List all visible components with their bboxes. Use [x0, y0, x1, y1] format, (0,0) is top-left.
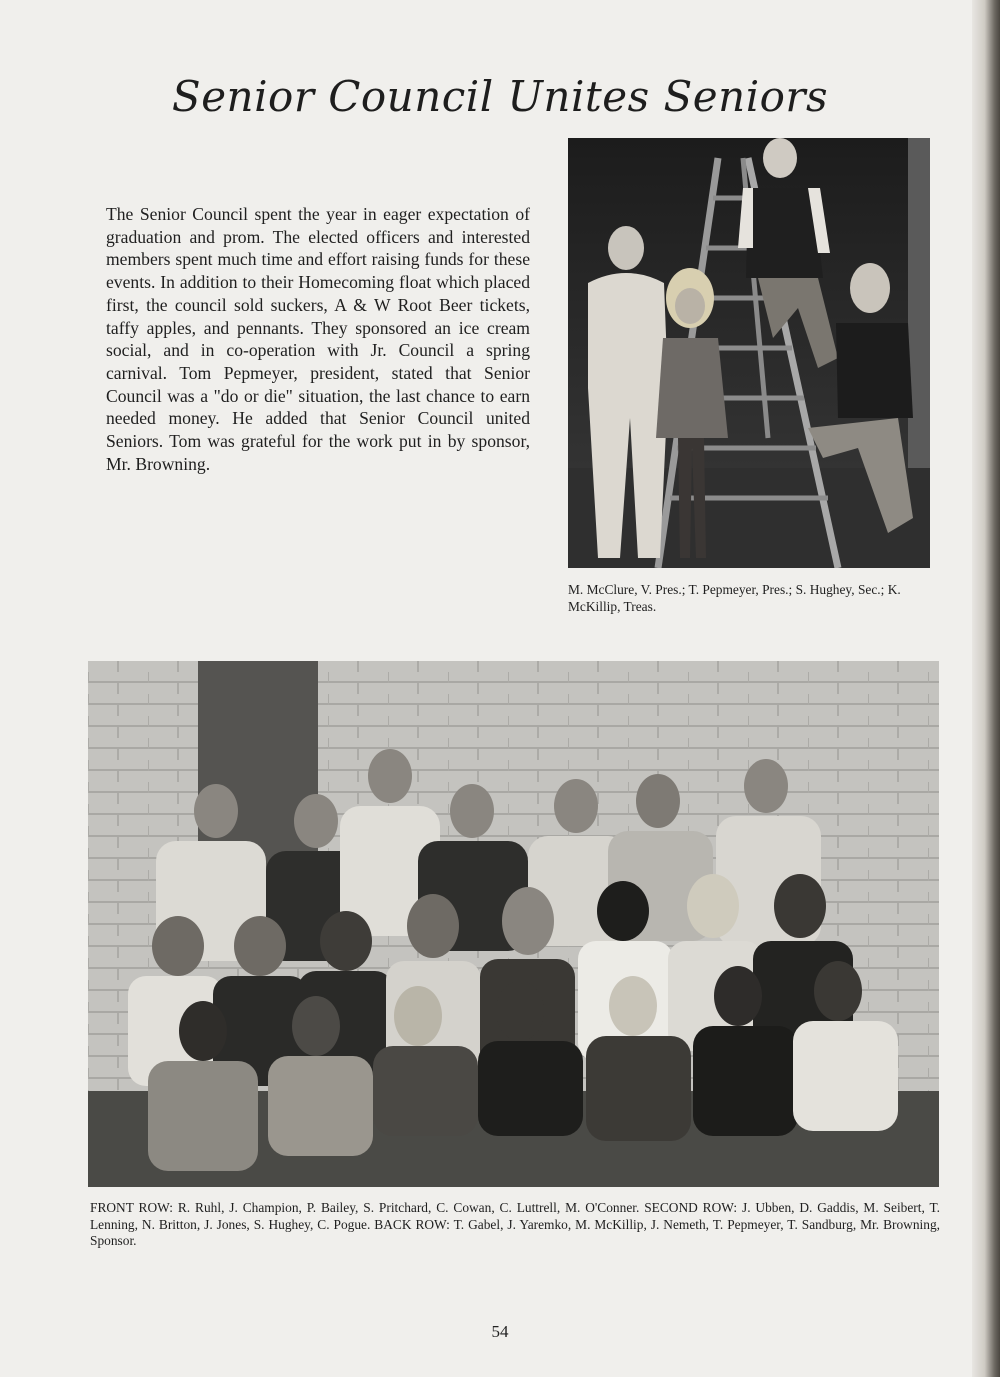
- officers-photo: [568, 138, 930, 568]
- page-number: 54: [491, 1322, 509, 1341]
- group-photo: [88, 661, 939, 1187]
- officers-caption: M. McClure, V. Pres.; T. Pepmeyer, Pres.; S. Hughey, Sec.; K. McKillip, Treas.: [568, 582, 901, 614]
- group-caption: FRONT ROW: R. Ruhl, J. Champion, P. Bailey, S. Pritchard, C. Cowan, C. Luttrell, M. O'Conner. SECOND ROW: J. Ubben, D. Gaddis, M. Seibert, T. Lenning, N. Britton, J. Jones, S. Hughey, C. Pogue. BACK ROW: T. Gabel, J. Yaremko, M. McKillip, J. Nemeth, T. Pepmeyer, T. Sandburg, Mr. Browning, Sponsor.: [90, 1200, 940, 1248]
- article-body: The Senior Council spent the year in eager expectation of graduation and prom. The elected officers and interested members spent much time and effort raising funds for these events. In addition to their Homecoming float which placed first, the council sold suckers, A & W Root Beer tickets, taffy apples, and pennants. They sponsored an ice cream social, and in co-operation with Jr. Council a spring carnival. Tom Pepmeyer, president, stated that Senior Council was a "do or die" situation, the last chance to earn needed money. He added that Senior Council united Seniors. Tom was grateful for the work put in by sponsor, Mr. Browning.: [106, 204, 530, 474]
- page-binding-edge: [972, 0, 1000, 1377]
- page-title: Senior Council Unites Seniors: [171, 72, 829, 121]
